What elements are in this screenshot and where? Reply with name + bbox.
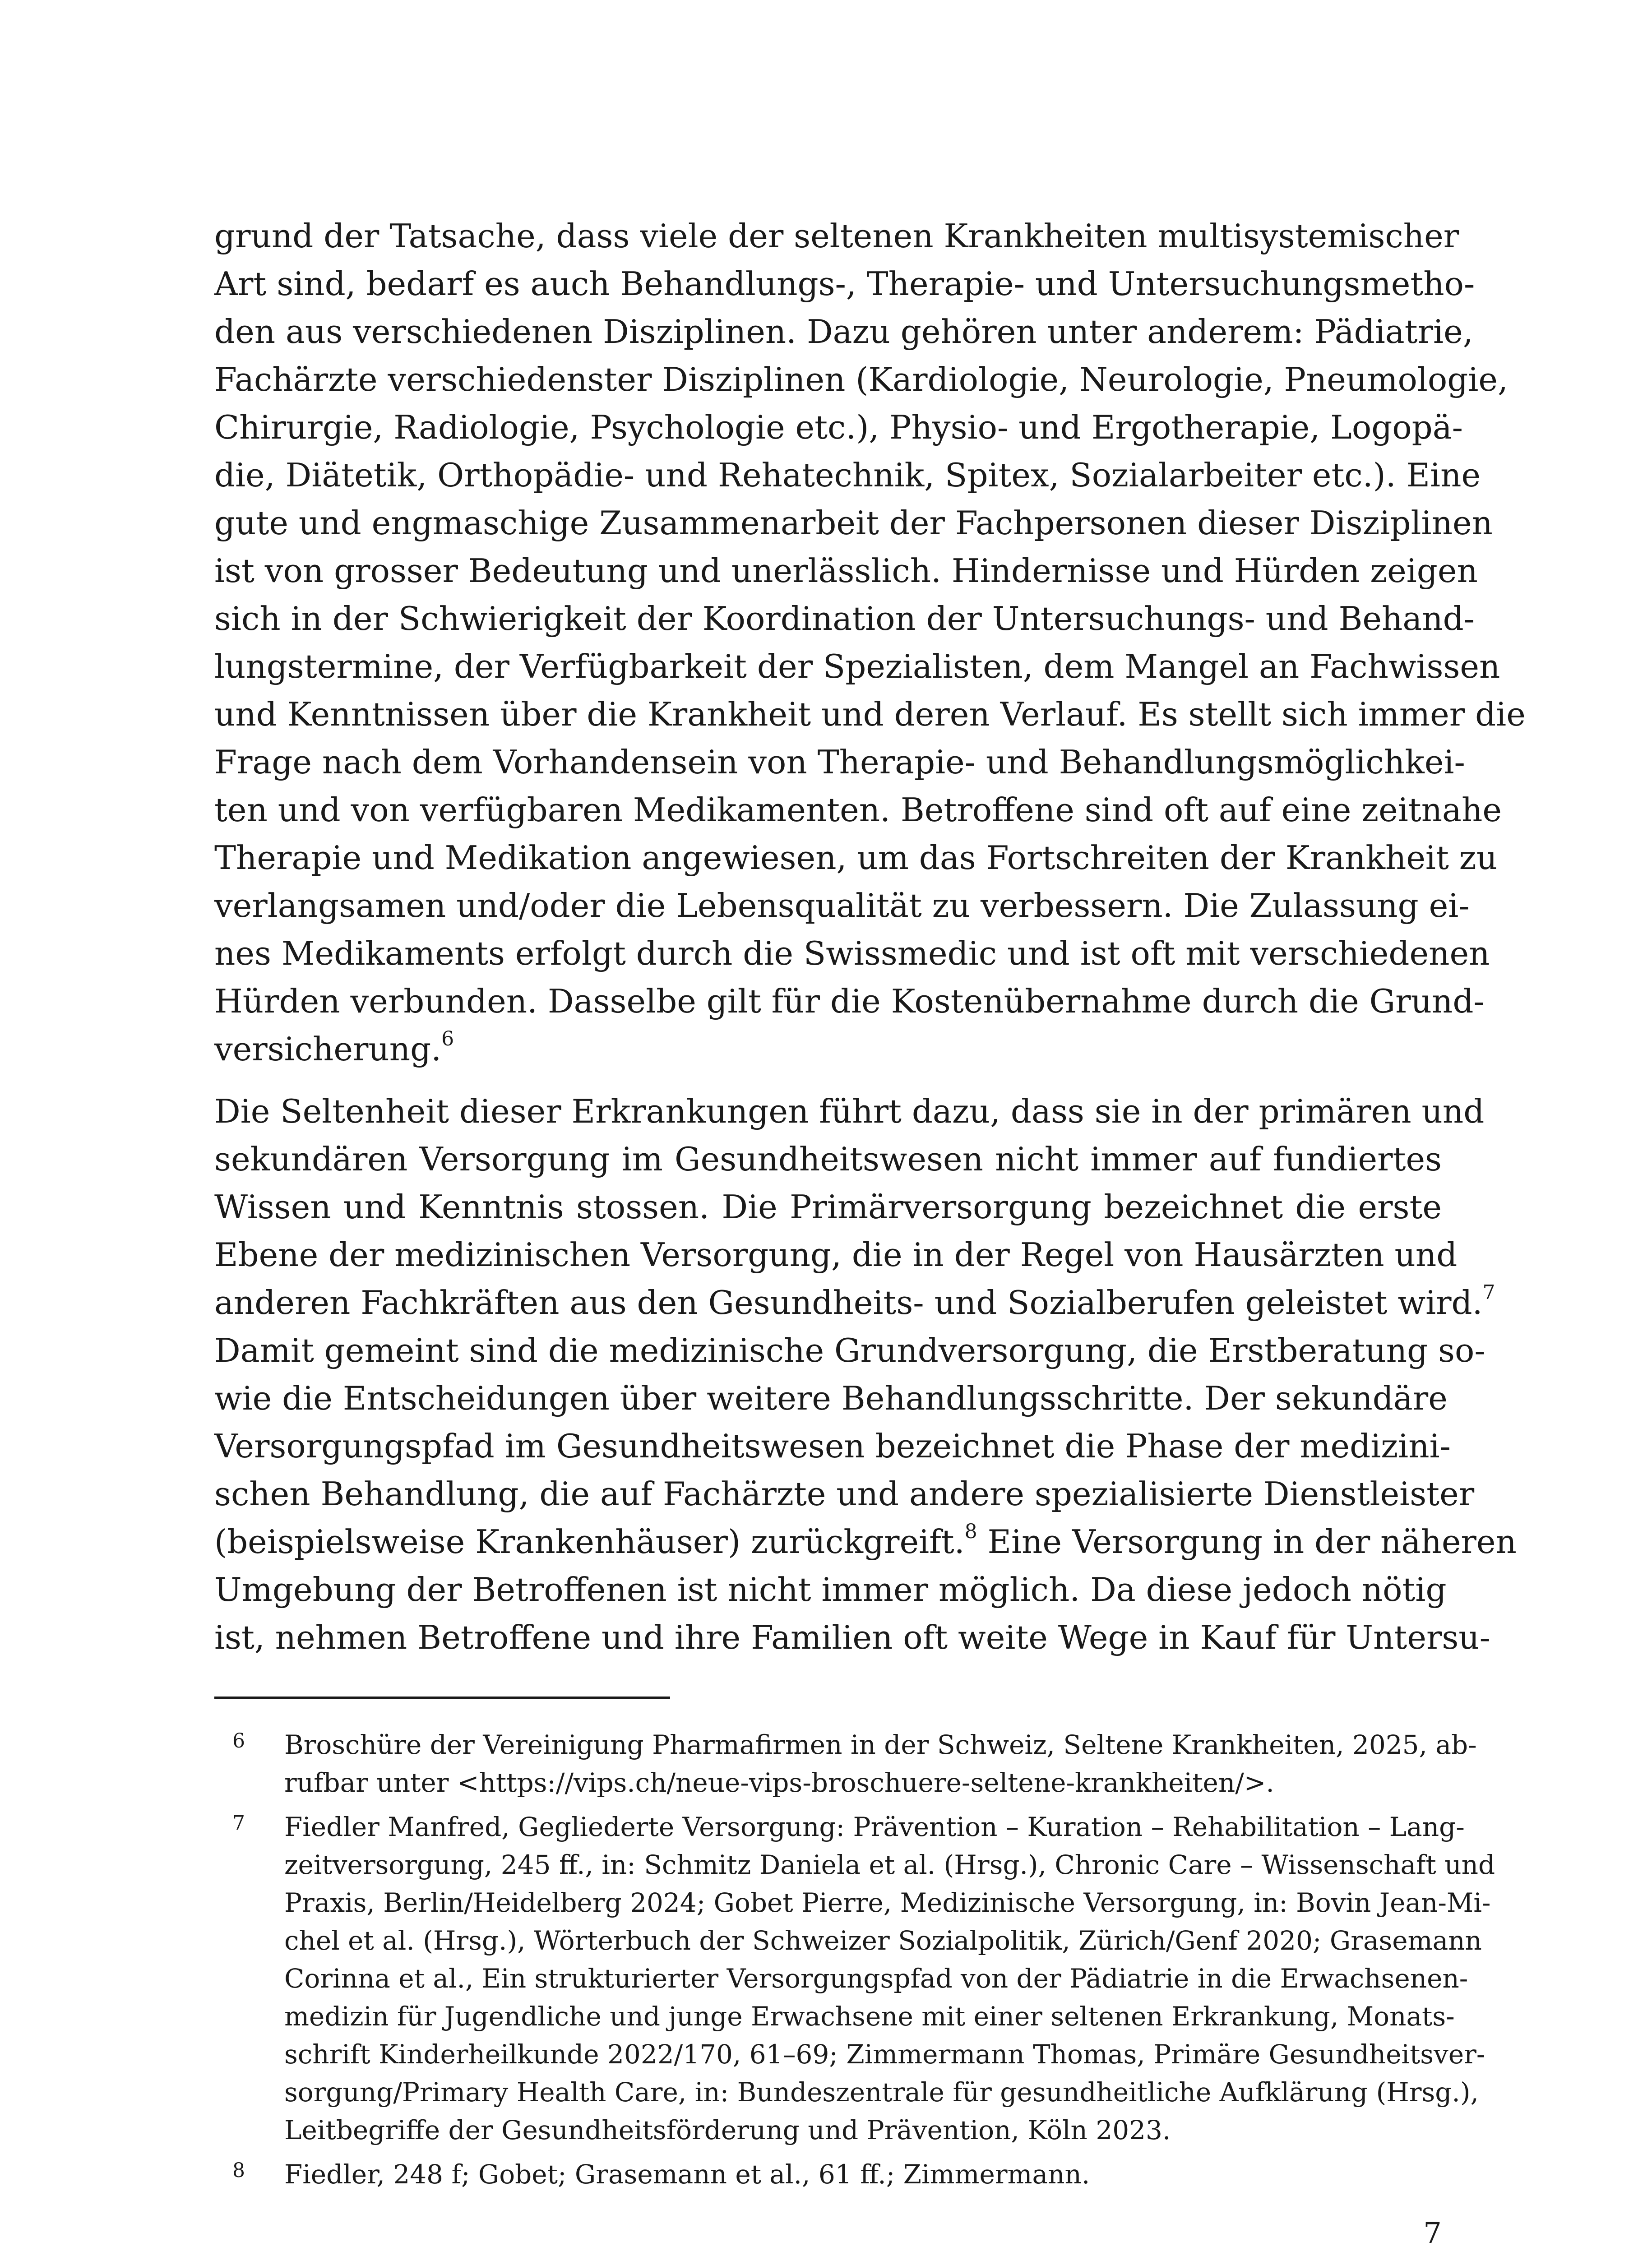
footnote-number: 8 [232, 2159, 245, 2182]
text-line: Fachärzte verschiedenster Disziplinen (Kardiologie, Neurologie, Pneumologie, [214, 361, 1508, 398]
text-line: ist, nehmen Betroffene und ihre Familien oft weite Wege in Kauf für Untersu- [214, 1618, 1491, 1656]
body-paragraph-1 [214, 212, 1526, 1073]
footnote-text [284, 1808, 1495, 2149]
page-number: 7 [1423, 2217, 1442, 2250]
footnote-8 [214, 2155, 1442, 2193]
text-line: gute und engmaschige Zusammenarbeit der Fachpersonen dieser Disziplinen [214, 504, 1493, 542]
text-line: Umgebung der Betroffenen ist nicht immer möglich. Da diese jedoch nötig [214, 1571, 1447, 1609]
footnote-line: rufbar unter <https://vips.ch/neue-vips-broschuere-seltene-krankheiten/>. [284, 1767, 1274, 1798]
footnote-line: Leitbegriffe der Gesundheitsförderung und Prävention, Köln 2023. [284, 2115, 1171, 2145]
text-line: Frage nach dem Vorhandensein von Therapie- und Behandlungsmöglichkei- [214, 743, 1465, 781]
text-line: Therapie und Medikation angewiesen, um das Fortschreiten der Krankheit zu [214, 839, 1498, 877]
footnote-6 [214, 1726, 1477, 1802]
text-line: anderen Fachkräften aus den Gesundheits- und Sozialberufen geleistet wird.$^7$ [214, 1281, 1495, 1322]
text-line: nes Medikaments erfolgt durch die Swissmedic und ist oft mit verschiedenen [214, 934, 1490, 972]
text-line: lungstermine, der Verfügbarkeit der Spezialisten, dem Mangel an Fachwissen [214, 647, 1500, 685]
text-line: Versorgungspfad im Gesundheitswesen bezeichnet die Phase der medizini- [214, 1427, 1451, 1465]
footnote-line: Fiedler, 248 f; Gobet; Grasemann et al., 61 ff.; Zimmermann. [284, 2159, 1090, 2190]
text-line: versicherung.$^6$ [214, 1027, 454, 1068]
text-line: Damit gemeint sind die medizinische Grundversorgung, die Erstberatung so- [214, 1331, 1485, 1369]
text-line: Ebene der medizinischen Versorgung, die in der Regel von Hausärzten und [214, 1236, 1458, 1274]
text-line: grund der Tatsache, dass viele der seltenen Krankheiten multisystemischer [214, 217, 1459, 255]
footnote-line: zeitversorgung, 245 ff., in: Schmitz Daniela et al. (Hrsg.), Chronic Care – Wissenschaft und [284, 1849, 1495, 1880]
footnote-reference: 6 [441, 1027, 454, 1050]
footnote-7 [214, 1808, 1495, 2149]
footnote-text [284, 2155, 1442, 2193]
footnote-line: Praxis, Berlin/Heidelberg 2024; Gobet Pierre, Medizinische Versorgung, in: Bovin Jean-Mi- [284, 1887, 1491, 1918]
text-line: den aus verschiedenen Disziplinen. Dazu gehören unter anderem: Pädiatrie, [214, 313, 1473, 351]
footnote-line: Broschüre der Vereinigung Pharmafirmen in der Schweiz, Seltene Krankheiten, 2025, ab- [284, 1729, 1477, 1760]
body-paragraph-2 [214, 1087, 1517, 1661]
text-line: ten und von verfügbaren Medikamenten. Betroffene sind oft auf eine zeitnahe [214, 791, 1502, 829]
text-line: Hürden verbunden. Dasselbe gilt für die Kostenübernahme durch die Grund- [214, 982, 1485, 1020]
footnote-text [284, 1726, 1477, 1802]
footnotes-section [214, 1726, 1495, 2200]
text-line: und Kenntnissen über die Krankheit und deren Verlauf. Es stellt sich immer die [214, 695, 1526, 733]
text-line: Art sind, bedarf es auch Behandlungs-, Therapie- und Untersuchungsmetho- [214, 265, 1475, 303]
text-line: Chirurgie, Radiologie, Psychologie etc.), Physio- und Ergotherapie, Logopä- [214, 408, 1463, 446]
footnote-number: 7 [232, 1812, 245, 1835]
footnote-reference: 7 [1482, 1281, 1495, 1304]
text-line: wie die Entscheidungen über weitere Behandlungsschritte. Der sekundäre [214, 1379, 1448, 1417]
footnote-line: chel et al. (Hrsg.), Wörterbuch der Schweizer Sozialpolitik, Zürich/Genf 2020; Grasemann [284, 1925, 1482, 1956]
footnote-line: schrift Kinderheilkunde 2022/170, 61–69; Zimmermann Thomas, Primäre Gesundheitsver- [284, 2039, 1485, 2070]
footnote-reference: 8 [964, 1520, 977, 1543]
footnote-line: sorgung/Primary Health Care, in: Bundeszentrale für gesundheitliche Aufklärung (Hrsg.), [284, 2077, 1479, 2108]
footnote-number: 6 [232, 1729, 245, 1752]
text-line: Wissen und Kenntnis stossen. Die Primärversorgung bezeichnet die erste [214, 1188, 1442, 1226]
text-line: sekundären Versorgung im Gesundheitswesen nicht immer auf fundiertes [214, 1140, 1442, 1178]
text-line: schen Behandlung, die auf Fachärzte und andere spezialisierte Dienstleister [214, 1475, 1475, 1513]
text-line: sich in der Schwierigkeit der Koordination der Untersuchungs- und Behand- [214, 600, 1475, 638]
text-line: Die Seltenheit dieser Erkrankungen führt dazu, dass sie in der primären und [214, 1092, 1485, 1130]
footnote-separator [214, 1697, 670, 1699]
text-line: verlangsamen und/oder die Lebensqualität zu verbessern. Die Zulassung ei- [214, 887, 1470, 925]
text-line: ist von grosser Bedeutung und unerlässlich. Hindernisse und Hürden zeigen [214, 552, 1478, 590]
text-line: (beispielsweise Krankenhäuser) zurückgreift.$^8$ Eine Versorgung in der näheren [214, 1520, 1517, 1561]
footnote-line: medizin für Jugendliche und junge Erwachsene mit einer seltenen Erkrankung, Monats- [284, 2001, 1455, 2032]
text-line: die, Diätetik, Orthopädie- und Rehatechnik, Spitex, Sozialarbeiter etc.). Eine [214, 456, 1481, 494]
footnote-line: Corinna et al., Ein strukturierter Versorgungspfad von der Pädiatrie in die Erwachsenen- [284, 1963, 1468, 1994]
footnote-line: Fiedler Manfred, Gegliederte Versorgung: Prävention – Kuration – Rehabilitation – Lang- [284, 1812, 1465, 1842]
